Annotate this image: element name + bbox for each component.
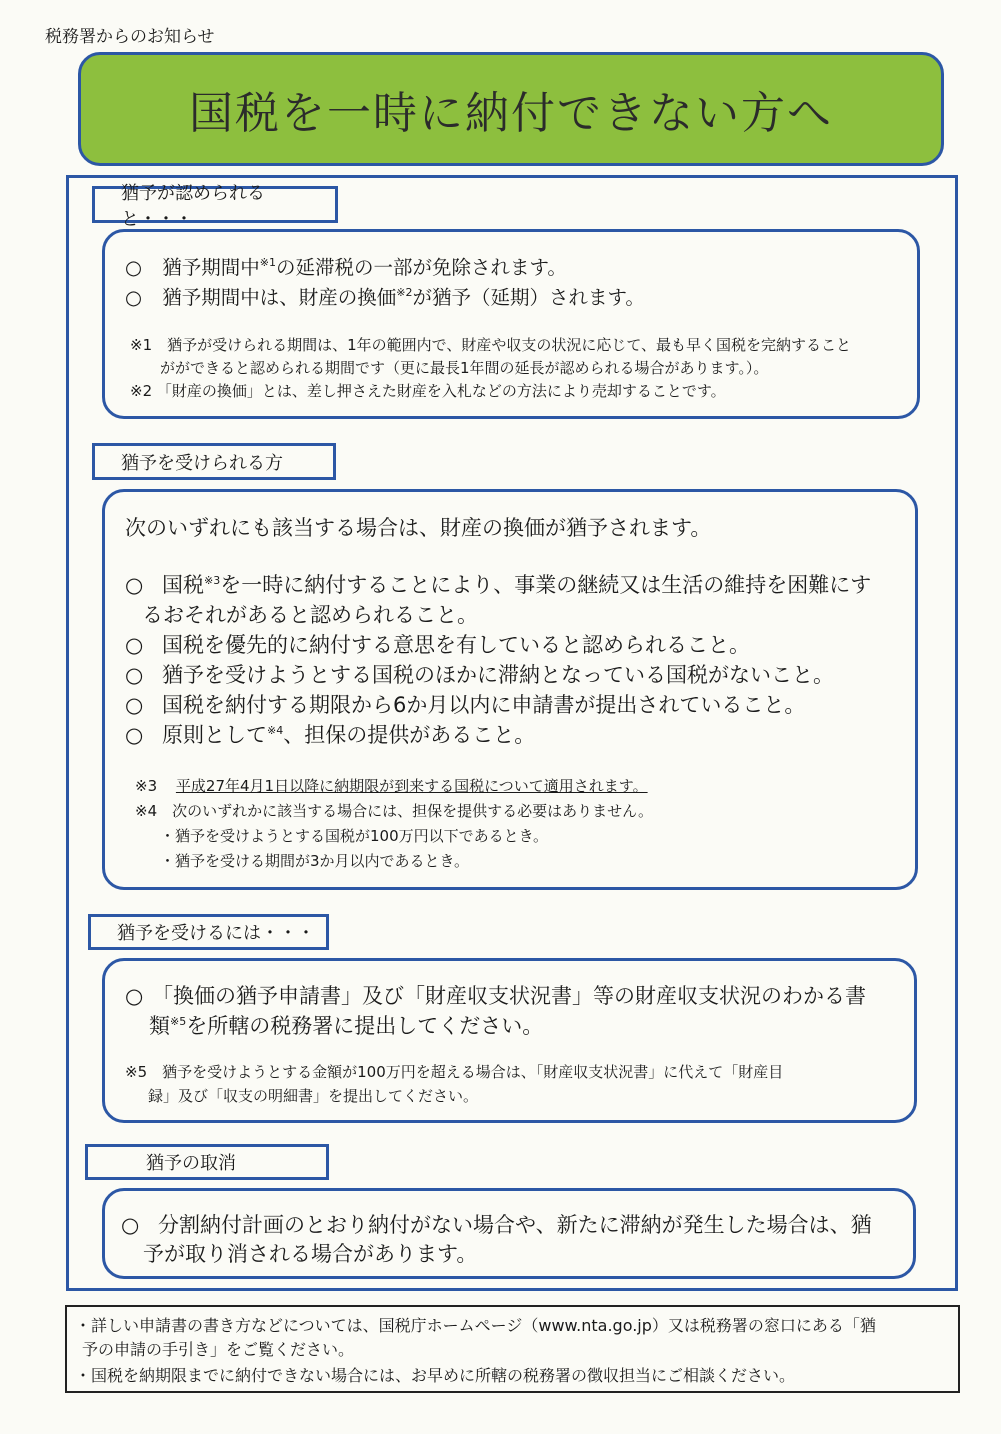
section-heading-approved: [92, 182, 338, 230]
list-item: [125, 980, 866, 1010]
list-item: [125, 629, 750, 659]
footnote-2: ※2 「財産の換価」とは、差し押さえた財産を入札などの方法により売却することです。: [130, 382, 726, 400]
bullet-circle-icon: ○: [125, 663, 144, 687]
section-heading-text: 猶予を受けられる方: [121, 452, 283, 474]
item-text: 「換価の猶予申請書」及び「財産収支状況書」等の財産収支状況のわかる書: [152, 984, 867, 1008]
bullet-circle-icon: ○: [125, 573, 144, 597]
item-text: が猶予（延期）されます。: [412, 286, 645, 309]
item-text: を所轄の税務署に提出してください。: [186, 1014, 544, 1038]
list-item-cont: るおそれがあると認められること。: [142, 603, 478, 627]
footnote-ref: ※3: [204, 574, 221, 587]
bullet-circle-icon: ○: [125, 256, 143, 279]
footnote-3: [135, 775, 648, 796]
item-text: 分割納付計画のとおり納付がない場合や、新たに滞納が発生した場合は、猶: [158, 1213, 872, 1237]
item-text: 国税を優先的に納付する意思を有していると認められること。: [162, 633, 751, 657]
footnote-text: 平成27年4月1日以降に納期限が到来する国税について適用されます。: [175, 777, 648, 795]
page-title: 国税を一時に納付できない方へ: [189, 88, 833, 139]
bullet-circle-icon: ○: [125, 286, 143, 309]
bullet-circle-icon: ○: [125, 693, 144, 717]
subnote: ・猶予を受けようとする国税が100万円以下であるとき。: [160, 827, 549, 845]
item-text: 原則として: [162, 723, 268, 747]
item-text: 類: [149, 1014, 170, 1038]
section-heading-cancel: [85, 1144, 329, 1180]
section-heading-text: 猶予を受けるには・・・: [117, 923, 315, 944]
footer-line: ・詳しい申請書の書き方などについては、国税庁ホームページ（www.nta.go.jp）又は税務署の窓口にある「猶: [75, 1316, 876, 1335]
item-text: 国税を納付する期限から6か月以内に申請書が提出されていること。: [162, 693, 806, 717]
list-item: [125, 689, 805, 719]
item-text: 猶予期間中は、財産の換価: [162, 286, 397, 309]
item-text: 猶予を受けようとする国税のほかに滞納となっている国税がないこと。: [162, 663, 835, 687]
section-heading-eligible: [92, 443, 336, 480]
item-text: 猶予期間中: [162, 256, 260, 279]
bullet-circle-icon: ○: [125, 633, 144, 657]
footer-line: 予の申請の手引き」をご覧ください。: [82, 1340, 355, 1359]
list-item: [125, 282, 645, 310]
footnote-5-cont: 録」及び「収支の明細書」を提出してください。: [148, 1087, 479, 1105]
list-item: [125, 252, 567, 280]
footer-line: ・国税を納期限までに納付できない場合には、お早めに所轄の税務署の徴収担当にご相談ください。: [75, 1366, 796, 1385]
footnote-ref: ※4: [267, 724, 284, 737]
list-item-cont: 予が取り消される場合があります。: [143, 1242, 478, 1266]
list-item-cont: [149, 1010, 543, 1040]
section-heading-howto: [88, 914, 329, 950]
bullet-circle-icon: ○: [125, 984, 144, 1008]
notice-header-label: 税務署からのお知らせ: [45, 27, 215, 47]
list-item: [125, 569, 871, 599]
footnote-5: ※5 猶予を受けようとする金額が100万円を超える場合は、「財産収支状況書」に代えて「財産目: [125, 1063, 784, 1081]
item-text: の延滞税の一部が免除されます。: [275, 256, 567, 279]
item-text: を一時に納付することにより、事業の継続又は生活の維持を困難にす: [220, 573, 872, 597]
footnote-4: ※4 次のいずれかに該当する場合には、担保を提供する必要はありません。: [135, 802, 654, 820]
section-heading-text: 猶予が認められると・・・: [121, 182, 265, 230]
footnote-ref: ※2: [396, 286, 413, 299]
section-heading-text: 猶予の取消: [146, 1153, 236, 1174]
footnote-mark: ※3: [135, 777, 158, 795]
footnote-1-cont: がができると認められる期間です（更に最長1年間の延長が認められる場合があります。）。: [160, 359, 769, 377]
title-banner: [78, 52, 944, 166]
footnote-1: ※1 猶予が受けられる期間は、1年の範囲内で、財産や収支の状況に応じて、最も早く国税を完納すること: [130, 336, 852, 354]
list-item: [121, 1209, 872, 1239]
list-item: [125, 659, 834, 689]
bullet-circle-icon: ○: [121, 1213, 140, 1237]
subnote: ・猶予を受ける期間が3か月以内であるとき。: [160, 852, 469, 870]
eligibility-intro: 次のいずれにも該当する場合は、財産の換価が猶予されます。: [125, 516, 712, 540]
footnote-ref: ※5: [170, 1015, 187, 1028]
bullet-circle-icon: ○: [125, 723, 144, 747]
item-text: 国税: [162, 573, 205, 597]
list-item: [125, 719, 535, 749]
item-text: 、担保の提供があること。: [283, 723, 536, 747]
footnote-ref: ※1: [259, 256, 276, 269]
